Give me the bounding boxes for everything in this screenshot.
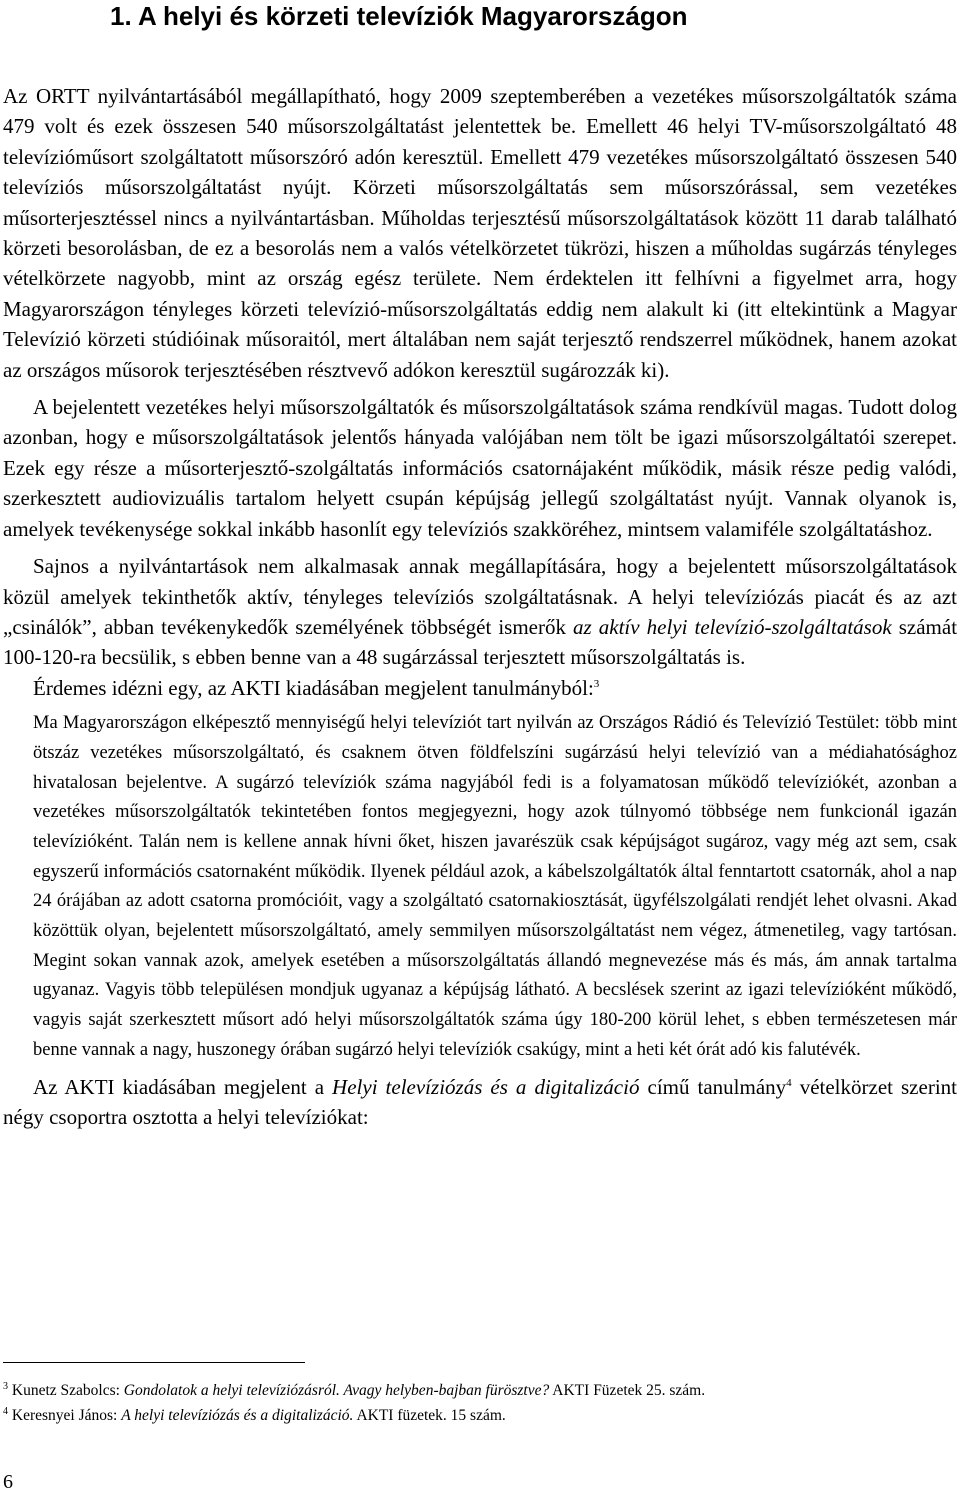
footnote-4-title: A helyi televíziózás és a digitalizáció.: [121, 1407, 354, 1424]
paragraph-3-text-before: Sajnos a nyilvántartások nem alkalmasak annak megállapítására, hogy a bejelentett műsorszolgáltatások közül amelyek tekinthetők aktív, tényleges televíziós szolgáltatásnak. A helyi televíziózás piacát és az azt „csinálók”, abban tevékenykedők személyének többségét ismerők: [3, 554, 957, 639]
paragraph-3-text-after: számát 100-120-ra becsülik, s ebben benne van a 48 sugárzással terjesztett műsorszolgáltatás is.: [3, 614, 958, 670]
quote-intro-text: Érdemes idézni egy, az AKTI kiadásában megjelent tanulmányból:: [33, 675, 594, 700]
footnote-4-author: Keresnyei János:: [11, 1407, 118, 1424]
page-number: 6: [3, 1471, 13, 1493]
footnote-divider: [3, 1362, 305, 1363]
paragraph-4-title: Helyi televíziózás és a digitalizáció: [332, 1074, 640, 1099]
footnote-3-author: Kunetz Szabolcs:: [11, 1382, 120, 1399]
footnote-ref-3[interactable]: 3: [593, 677, 600, 690]
quote-intro: [3, 673, 957, 703]
paragraph-3: [3, 551, 957, 673]
paragraph-4-text-after: című tanulmány: [647, 1074, 787, 1099]
body-text: [3, 81, 957, 1132]
paragraph-4-text-end: vételkörzet szerint négy csoportra osztotta a helyi televíziókat:: [3, 1074, 957, 1129]
paragraph-3-emphasis: az aktív helyi televízió-szolgáltatások: [573, 614, 892, 639]
paragraph-1: Az ORTT nyilvántartásából megállapítható, hogy 2009 szeptemberében a vezetékes műsorszolgáltatók száma 479 volt és ezek összesen 540 műsorszolgáltatást jelentettek be. Emellett 46 helyi TV-műsorszolgáltató 48 televízióműsort szolgáltatott műsorszóró adón keresztül. Emellett 479 vezetékes műsorszolgáltató összesen 540 televíziós műsorszolgáltatást nyújt. Körzeti műsorszolgáltatás sem műsorszórással, sem vezetékes műsorterjesztéssel nincs a nyilvántartásban. Műholdas terjesztésű műsorszolgáltatások között 11 darab található körzeti besorolásban, de ez a besorolás nem a valós vételkörzetet tükrözi, hiszen a műholdas sugárzás tényleges vételkörzete nagyobb, mint az ország egész területe. Nem érdektelen itt felhívni a figyelmet arra, hogy Magyarországon tényleges körzeti televízió-műsorszolgáltatás eddig nem alakult ki (itt eltekintünk a Magyar Televízió körzeti stúdióinak műsoraitól, mert általában nem saját terjesztő rendszerrel működnek, hanem azokat az országos műsorok terjesztésében résztvevő adókon keresztül sugározzák ki).: [3, 84, 957, 382]
paragraph-2: A bejelentett vezetékes helyi műsorszolgáltatók és műsorszolgáltatások száma rendkívül magas. Tudott dolog azonban, hogy e műsorszolgáltatások jelentős hányada valójában nem tölt be igazi műsorszolgáltatói szerepet. Ezek egy része a műsorterjesztő-szolgáltatás információs csatornájaként működik, másik része pedig valódi, szerkesztett audiovizuális tartalom helyett csupán képújság jellegű szolgáltatást nyújt. Vannak olyanok is, amelyek tevékenysége sokkal inkább hasonlít egy televíziós szakköréhez, mintsem valamiféle szolgáltatáshoz.: [3, 395, 957, 541]
footnote-3-number: 3: [3, 1380, 8, 1392]
footnote-4-source: AKTI füzetek. 15 szám.: [356, 1407, 506, 1424]
footnote-4-number: 4: [3, 1405, 8, 1417]
footnote-ref-4[interactable]: 4: [786, 1076, 792, 1089]
footnote-3-title: Gondolatok a helyi televíziózásról. Avagy helyben-bajban fürösztve?: [123, 1382, 550, 1399]
footnote-3: [3, 1378, 957, 1403]
footnote-4: [3, 1403, 957, 1428]
footnote-3-source: AKTI Füzetek 25. szám.: [552, 1382, 706, 1399]
section-heading: 1. A helyi és körzeti televíziók Magyarországon: [110, 1, 688, 31]
block-quote: Ma Magyarországon elképesztő mennyiségű helyi televíziót tart nyilván az Országos Rádió és Televízió Testület: több mint ötszáz vezetékes műsorszolgáltató, és csaknem ötven földfelszíni sugárzású helyi televízió van a médiahatósághoz hivatalosan bejelentve. A sugárzó televíziók száma nagyjából fedi is a folyamatosan működő televíziókét, azonban a vezetékes műsorszolgáltatók tekintetében fontos megjegyezni, hogy azok túlnyomó többsége nem funkcionál igazán televízióként. Talán nem is kellene annak hívni őket, hiszen javarészük csak képújságot sugároz, vagy még azt sem, csak egyszerű információs csatornaként működik. Ilyenek például azok, a kábelszolgáltatók által fenntartott csatornák, ahol a nap 24 órájában az adott csatorna promócióit, vagy a szolgáltató csatornakiosztását, ügyfélszolgálati rendjét lehet olvasni. Akad közöttük olyan, bejelentett műsorszolgáltató, amely semmilyen műsorszolgáltatást nem végez, átmenetileg, vagy tartósan. Megint sokan vannak azok, amelyek esetében a műsorszolgáltatás állandó megnevezése más és más, ám annak tartalma ugyanaz. Vagyis több településen mondjuk ugyanaz a képújság látható. A becslések szerint az igazi televízióként működő, vagyis saját szerkesztett műsort adó helyi műsorszolgáltatók száma úgy 180-200 körül lehet, s ebben természetesen már benne vannak a nagy, huszonegy órában sugárzó helyi televíziók csakúgy, mint a heti két órát adó kis falutévék.: [33, 713, 957, 1060]
footnotes: [3, 1378, 957, 1428]
paragraph-4-text-before: Az AKTI kiadásában megjelent a: [33, 1074, 325, 1099]
paragraph-4: [3, 1072, 957, 1133]
